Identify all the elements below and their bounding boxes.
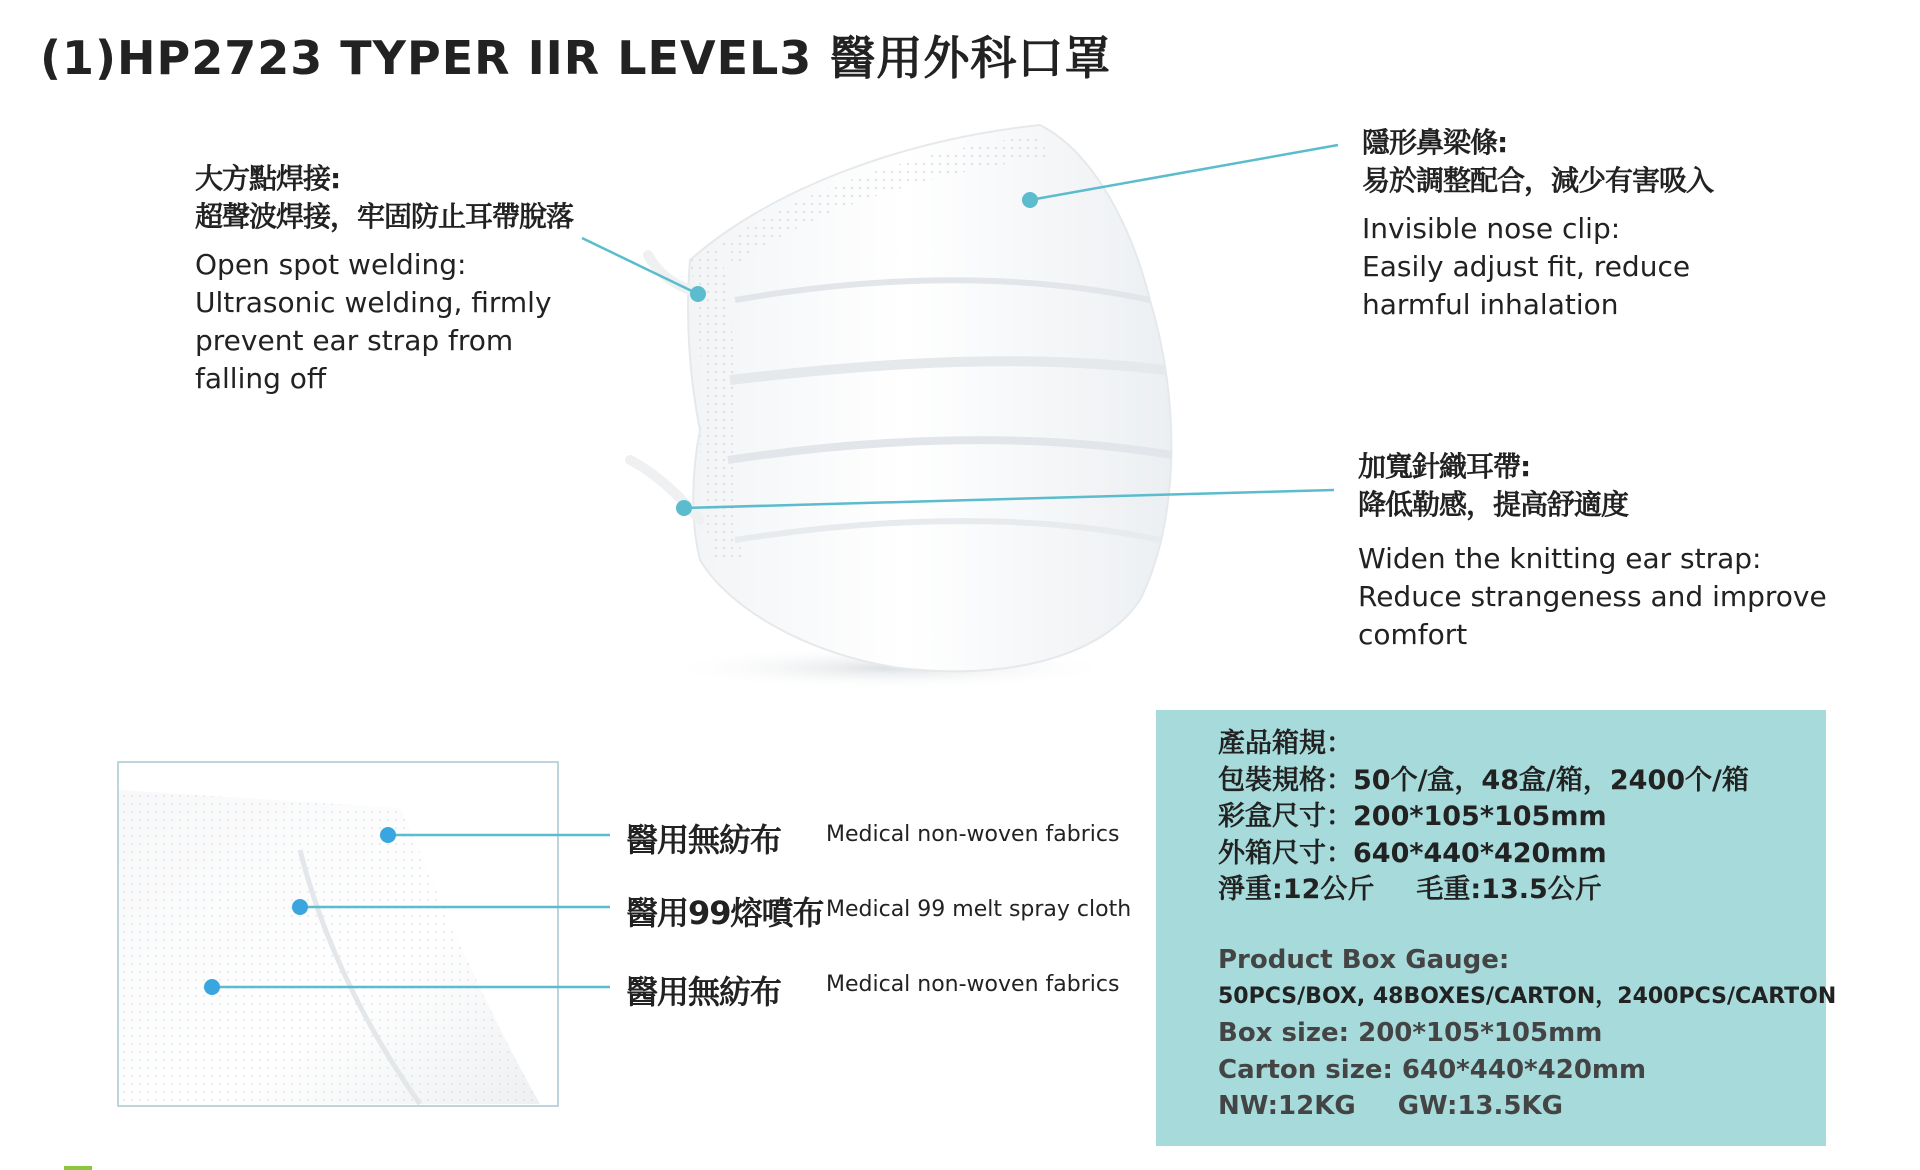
accent-bar <box>64 1166 92 1170</box>
callout-ear-strap-zh: 加寬針織耳帶: 降低勒感，提高舒適度 <box>1358 450 1629 521</box>
callout-ear-strap-en: Widen the knitting ear strap: Reduce strangeness and improve comfort <box>1358 542 1827 651</box>
spec-en-gw: GW:13.5KG <box>1397 1091 1563 1121</box>
spec-zh-net-weight: 淨重:12公斤 <box>1218 874 1375 905</box>
spec-en-box-size: Box size: 200*105*105mm <box>1218 1018 1603 1048</box>
welding-dot <box>690 286 706 302</box>
ear-strap-dot <box>676 500 692 516</box>
spec-zh-packing: 包裝規格：50个/盒，48盒/箱，2400个/箱 <box>1218 764 1749 796</box>
layer-dot-1 <box>380 827 396 843</box>
callout-nose-clip-en: Invisible nose clip: Easily adjust fit, reduce harmful inhalation <box>1362 212 1691 321</box>
layer-label-en-1: Medical non-woven fabrics <box>826 822 1120 847</box>
callout-nose-clip <box>1362 124 1713 324</box>
product-spec-panel <box>1156 710 1837 1146</box>
layer-dot-3 <box>204 979 220 995</box>
spec-en-carton-size: Carton size: 640*440*420mm <box>1218 1054 1647 1085</box>
spec-en-title: Product Box Gauge: <box>1218 945 1510 975</box>
layer-dot-2 <box>292 899 308 915</box>
layer-label-en-2: Medical 99 melt spray cloth <box>826 897 1132 922</box>
spec-zh-gross-weight: 毛重:13.5公斤 <box>1416 874 1602 905</box>
fabric-swatch-image <box>118 762 558 1106</box>
spec-en-weights <box>1218 1088 1836 1125</box>
nose-clip-dot <box>1022 192 1038 208</box>
spec-zh-box-size: 彩盒尺寸：200*105*105mm <box>1218 801 1607 832</box>
layer-label-en-3: Medical non-woven fabrics <box>826 972 1120 997</box>
spec-en-block <box>1218 942 1836 1125</box>
mask-body <box>630 125 1172 671</box>
callout-ear-strap <box>1358 448 1827 654</box>
layer-label-zh-1: 醫用無紡布 <box>626 821 782 859</box>
callout-welding-zh: 大方點焊接: 超聲波焊接，牢固防止耳帶脫落 <box>195 162 574 233</box>
welding-leader-line <box>582 238 698 294</box>
callout-welding-en: Open spot welding: Ultrasonic welding, firmly prevent ear strap from falling off <box>195 248 552 395</box>
spec-zh-carton-size: 外箱尺寸：640*440*420mm <box>1218 837 1607 869</box>
callout-welding <box>195 160 573 398</box>
layer-label-zh-3: 醫用無紡布 <box>626 973 782 1011</box>
spec-zh-weights <box>1218 872 1749 909</box>
spec-zh-block <box>1218 726 1749 909</box>
callout-nose-clip-zh: 隱形鼻梁條: 易於調整配合，減少有害吸入 <box>1362 126 1714 197</box>
spec-en-nw: NW:12KG <box>1218 1091 1356 1121</box>
spec-zh-title: 產品箱規： <box>1218 728 1353 759</box>
page-title: (1)HP2723 TYPER IIR LEVEL3 醫用外科口罩 <box>40 31 1112 85</box>
layer-label-zh-2: 醫用99熔噴布 <box>626 894 824 932</box>
spec-en-packing: 50PCS/BOX, 48BOXES/CARTON，2400PCS/CARTON <box>1218 983 1837 1009</box>
